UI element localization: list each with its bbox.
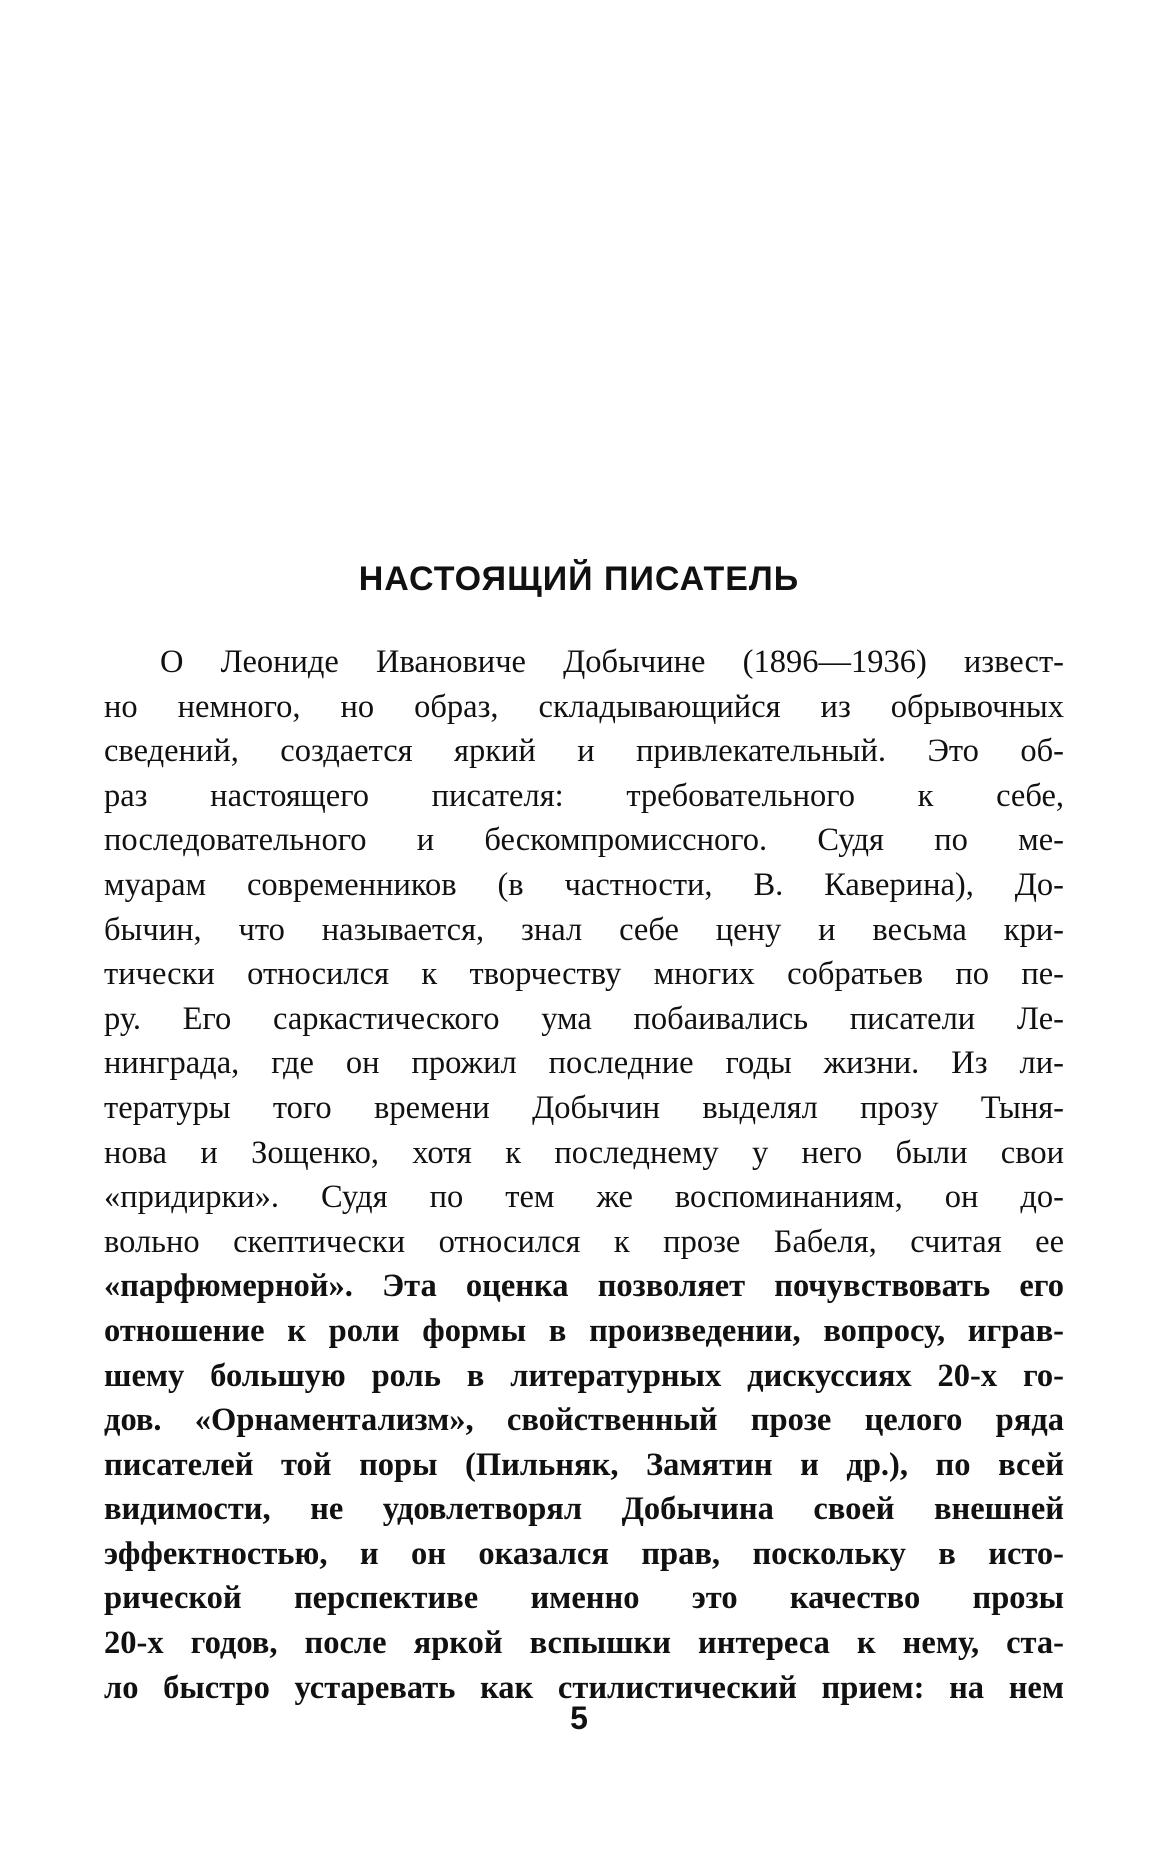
text-line: дов. «Орнаментализм», свойственный прозе целого ряда bbox=[104, 1402, 1064, 1439]
text-line: нинграда, где он прожил последние годы жизни. Из ли- bbox=[104, 1045, 1064, 1082]
text-line: «придирки». Судя по тем же воспоминаниям, он до- bbox=[104, 1179, 1064, 1216]
text-line: писателей той поры (Пильняк, Замятин и др.), по всей bbox=[104, 1446, 1064, 1483]
text-line: О Леониде Ивановиче Добычине (1896—1936) извест- bbox=[160, 644, 1064, 680]
text-line: тически относился к творчеству многих собратьев по пе- bbox=[104, 956, 1064, 993]
text-line: нова и Зощенко, хотя к последнему у него были свои bbox=[104, 1134, 1064, 1171]
text-line: бычин, что называется, знал себе цену и весьма кри- bbox=[104, 911, 1064, 948]
text-line: видимости, не удовлетворял Добычина своей внешней bbox=[104, 1491, 1064, 1528]
text-line: рической перспективе именно это качество прозы bbox=[104, 1580, 1064, 1617]
chapter-title: НАСТОЯЩИЙ ПИСАТЕЛЬ bbox=[358, 560, 800, 598]
text-line: муарам современников (в частности, В. Каверина), До- bbox=[104, 866, 1064, 903]
text-line: сведений, создается яркий и привлекательный. Это об- bbox=[104, 733, 1064, 770]
text-line: ру. Его саркастического ума побаивались писатели Ле- bbox=[104, 1000, 1064, 1037]
text-line: ло быстро устаревать как стилистический прием: на нем bbox=[104, 1669, 1064, 1706]
text-line: шему большую роль в литературных дискуссиях 20-х го- bbox=[104, 1357, 1064, 1394]
text-line: эффектностью, и он оказался прав, поскольку в исто- bbox=[104, 1535, 1064, 1572]
text-line: отношение к роли формы в произведении, вопросу, играв- bbox=[104, 1312, 1064, 1349]
page-number: 5 bbox=[570, 1700, 588, 1736]
body-text bbox=[104, 640, 1064, 1710]
text-line: последовательного и бескомпромиссного. Судя по ме- bbox=[104, 822, 1064, 859]
text-line: вольно скептически относился к прозе Бабеля, считая ее bbox=[104, 1223, 1064, 1260]
text-line: 20-х годов, после яркой вспышки интереса к нему, ста- bbox=[104, 1625, 1064, 1662]
text-line: «парфюмерной». Эта оценка позволяет почувствовать его bbox=[104, 1268, 1064, 1305]
text-line: тературы того времени Добычин выделял прозу Тыня- bbox=[104, 1089, 1064, 1126]
text-line: раз настоящего писателя: требовательного к себе, bbox=[104, 777, 1064, 814]
text-line: но немного, но образ, складывающийся из обрывочных bbox=[104, 688, 1064, 725]
